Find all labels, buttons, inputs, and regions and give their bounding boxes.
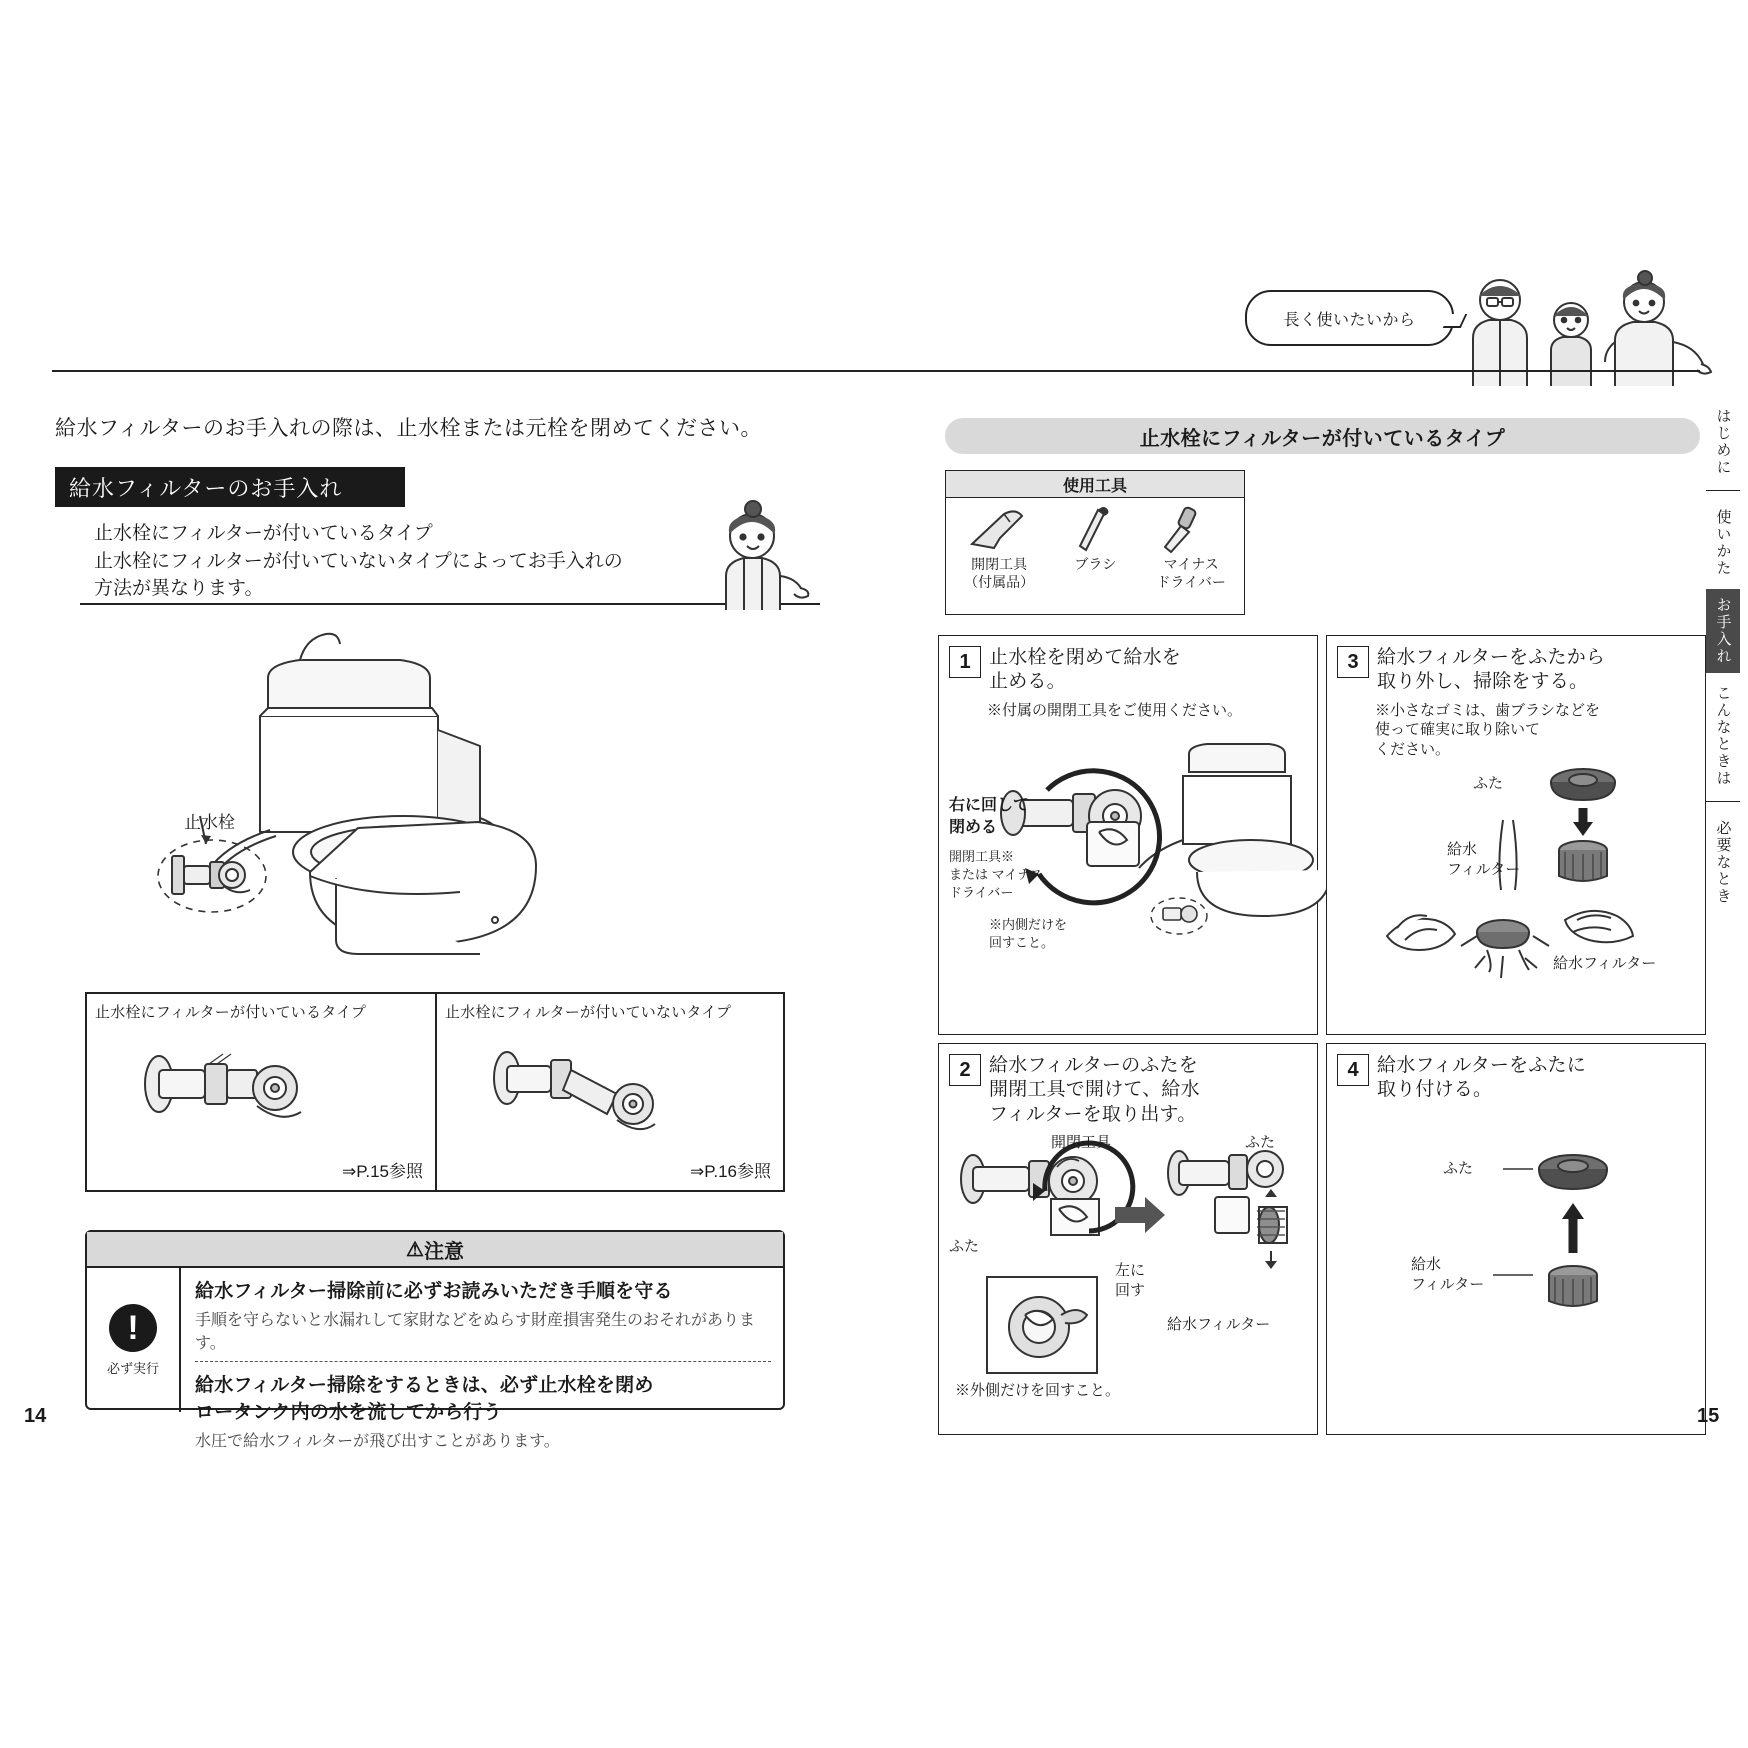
step-1-title-line2: 止める。 bbox=[989, 671, 1066, 693]
tool-label-3a: マイナス bbox=[1163, 556, 1219, 572]
caution-item-1-sub: 手順を守らないと水漏れして家財などをぬらす財産損害発生のおそれがあります。 bbox=[195, 1312, 756, 1352]
section-banner: 止水栓にフィルターが付いているタイプ bbox=[945, 418, 1700, 454]
caution-item-1-strong: 給水フィルター掃除前に必ずお読みいただき手順を守る bbox=[195, 1281, 673, 1302]
step-2 bbox=[938, 1043, 1318, 1435]
flathead-screwdriver-icon bbox=[1157, 504, 1226, 556]
intro-line-1: 止水栓にフィルターが付いているタイプ bbox=[94, 523, 433, 544]
step-4-header bbox=[1327, 1044, 1705, 1103]
step-3-title-line1: 給水フィルターをふたから bbox=[1377, 647, 1606, 668]
step-1-label-inner-only-1: ※内側だけを bbox=[989, 917, 1068, 933]
caution-icon-label: 必ず実行 bbox=[106, 1360, 159, 1376]
tool-label-3b: ドライバー bbox=[1156, 573, 1226, 590]
step-1 bbox=[938, 635, 1318, 1035]
step-3-label-supply: 給水 bbox=[1447, 841, 1478, 859]
step-3-label-filter-bottom: 給水フィルター bbox=[1553, 955, 1657, 973]
caution-box bbox=[85, 1230, 785, 1450]
sidebar-item-konnatokiwa[interactable]: こんなときは bbox=[1714, 685, 1732, 787]
step-2-title-line3: フィルターを取り出す。 bbox=[989, 1103, 1197, 1125]
caution-text-cell bbox=[181, 1268, 783, 1450]
step-3 bbox=[1326, 635, 1706, 1035]
brush-icon bbox=[1070, 504, 1120, 556]
step-1-note: ※付属の開閉工具をご使用ください。 bbox=[987, 701, 1243, 719]
left-intro-text: 給水フィルターのお手入れの際は、止水栓または元栓を閉めてください。 bbox=[55, 417, 762, 440]
step-2-label-tool: 開閉工具 bbox=[1051, 1133, 1112, 1151]
valve-type-table bbox=[85, 992, 785, 1192]
tool-screwdriver bbox=[1157, 504, 1226, 591]
type-header-2: 止水栓にフィルターが付いていないタイプ bbox=[445, 1004, 732, 1021]
step-3-note-line2: 使って確実に取り除いて bbox=[1375, 721, 1541, 739]
tool-label-1b: （付属品） bbox=[964, 573, 1035, 590]
step-4-label-lid: ふた bbox=[1443, 1159, 1474, 1177]
step-3-note bbox=[1375, 701, 1695, 760]
tool-label-1a: 開閉工具 bbox=[971, 556, 1028, 572]
type-reference-1[interactable]: ⇒P.15参照 bbox=[341, 1162, 423, 1181]
step-4-label-supply: 給水 bbox=[1411, 1255, 1442, 1273]
step-2-label-lid-right: ふた bbox=[1245, 1133, 1276, 1151]
step-4-title-line1: 給水フィルターをふたに bbox=[1377, 1055, 1586, 1076]
tool-brush bbox=[1070, 504, 1120, 591]
valve-key-icon bbox=[964, 504, 1034, 556]
step-1-title bbox=[989, 646, 1181, 695]
header-illustration bbox=[1245, 268, 1725, 393]
tool-label-2a: ブラシ bbox=[1074, 556, 1117, 572]
side-tab-bar bbox=[1706, 400, 1744, 917]
step-2-label-lid-left: ふた bbox=[949, 1237, 980, 1255]
step-3-label-lid: ふた bbox=[1473, 775, 1504, 793]
steps-grid bbox=[938, 635, 1706, 1435]
step-1-number: 1 bbox=[949, 646, 981, 678]
caution-item-2-sub: 水圧で給水フィルターが飛び出すことがあります。 bbox=[195, 1433, 560, 1450]
step-1-label-close: 閉める bbox=[949, 819, 998, 837]
tools-box bbox=[945, 470, 1245, 615]
sidebar-item-hitsuyounatoki[interactable]: 必要なとき bbox=[1714, 820, 1732, 905]
step-4-title bbox=[1377, 1054, 1586, 1103]
step-3-figure bbox=[1327, 760, 1705, 975]
step-4-label-filter: フィルター bbox=[1411, 1275, 1485, 1293]
caution-icon-cell bbox=[87, 1268, 181, 1412]
step-2-title-line2: 開閉工具で開けて、給水 bbox=[989, 1079, 1200, 1101]
type-header-1: 止水栓にフィルターが付いているタイプ bbox=[95, 1004, 367, 1021]
speech-balloon bbox=[1245, 290, 1454, 346]
step-2-figure bbox=[939, 1127, 1317, 1407]
sidebar-item-tsukaikata[interactable]: 使いかた bbox=[1714, 509, 1732, 577]
caution-item-2-strong-line2: ロータンク内の水を流してから行う bbox=[195, 1402, 502, 1423]
step-2-label-turn-left-2: 回す bbox=[1115, 1281, 1146, 1299]
page-title: 給水フィルターのお手入れ bbox=[55, 467, 405, 507]
type-reference-2[interactable]: ⇒P.16参照 bbox=[689, 1162, 771, 1181]
step-1-title-line1: 止水栓を閉めて給水を bbox=[989, 647, 1182, 668]
tab-divider-1 bbox=[1706, 490, 1740, 491]
step-1-label-inner-only-2: 回すこと。 bbox=[989, 935, 1055, 951]
step-2-label-turn-left-1: 左に bbox=[1115, 1261, 1146, 1279]
caution-item-2-strong-line1: 給水フィルター掃除をするときは、必ず止水栓を閉め bbox=[195, 1375, 654, 1396]
tool-valve-key bbox=[964, 504, 1034, 591]
step-3-header bbox=[1327, 636, 1705, 695]
caution-header bbox=[87, 1232, 783, 1268]
step-4-figure bbox=[1327, 1103, 1705, 1393]
woman-pointing-icon bbox=[700, 500, 810, 612]
warning-triangle-icon: ⚠ bbox=[406, 1238, 424, 1261]
sidebar-item-hajimeni[interactable]: はじめに bbox=[1714, 408, 1732, 476]
toilet-illustration bbox=[150, 620, 710, 960]
step-4 bbox=[1326, 1043, 1706, 1435]
tools-row bbox=[946, 498, 1244, 591]
step-3-title-line2: 取り外し、掃除をする。 bbox=[1377, 671, 1589, 693]
step-4-title-line2: 取り付ける。 bbox=[1377, 1079, 1493, 1101]
page-number-right: 15 bbox=[1697, 1405, 1720, 1427]
valve-type-with-filter bbox=[87, 994, 435, 1190]
step-2-title bbox=[989, 1054, 1200, 1127]
caution-divider bbox=[195, 1361, 771, 1362]
page-number-left: 14 bbox=[24, 1405, 47, 1427]
step-3-note-line1: ※小さなゴミは、歯ブラシなどを bbox=[1375, 701, 1601, 719]
exclamation-icon: ! bbox=[109, 1304, 157, 1352]
tab-divider-2 bbox=[1706, 801, 1740, 802]
step-1-label-or-minus: または マイナス bbox=[949, 867, 1043, 883]
step-2-label-outer-only: ※外側だけを回すこと。 bbox=[955, 1381, 1121, 1399]
step-2-number: 2 bbox=[949, 1054, 981, 1086]
valve-without-filter-icon bbox=[467, 1030, 727, 1140]
step-2-header bbox=[939, 1044, 1317, 1127]
balloon-text: 長く使いたいから bbox=[1283, 311, 1416, 329]
valve-with-filter-icon bbox=[117, 1030, 377, 1140]
step-1-header bbox=[939, 636, 1317, 695]
tools-header: 使用工具 bbox=[946, 471, 1244, 498]
step-3-title bbox=[1377, 646, 1605, 695]
caution-title: 注意 bbox=[423, 1240, 464, 1263]
step-1-label-driver: ドライバー bbox=[949, 885, 1014, 901]
step-1-label-right-turn: 右に回して bbox=[949, 797, 1030, 815]
step-4-number: 4 bbox=[1337, 1054, 1369, 1086]
step-2-label-filter: 給水フィルター bbox=[1167, 1315, 1271, 1333]
intro-line-3: 方法が異なります。 bbox=[94, 578, 264, 600]
step-3-label-filter: フィルター bbox=[1447, 861, 1521, 879]
step-2-title-line1: 給水フィルターのふたを bbox=[989, 1055, 1198, 1076]
step-1-figure bbox=[939, 720, 1317, 970]
sidebar-item-oteire[interactable]: お手入れ bbox=[1706, 589, 1740, 673]
header-divider bbox=[52, 370, 1700, 372]
stop-valve-label: 止水栓 bbox=[184, 813, 235, 832]
caution-body bbox=[87, 1268, 783, 1450]
step-1-label-tool: 開閉工具※ bbox=[949, 849, 1015, 865]
valve-type-without-filter bbox=[435, 994, 783, 1190]
step-3-note-line3: ください。 bbox=[1375, 741, 1451, 759]
intro-line-2: 止水栓にフィルターが付いていないタイプによってお手入れの bbox=[94, 550, 623, 572]
step-3-number: 3 bbox=[1337, 646, 1369, 678]
